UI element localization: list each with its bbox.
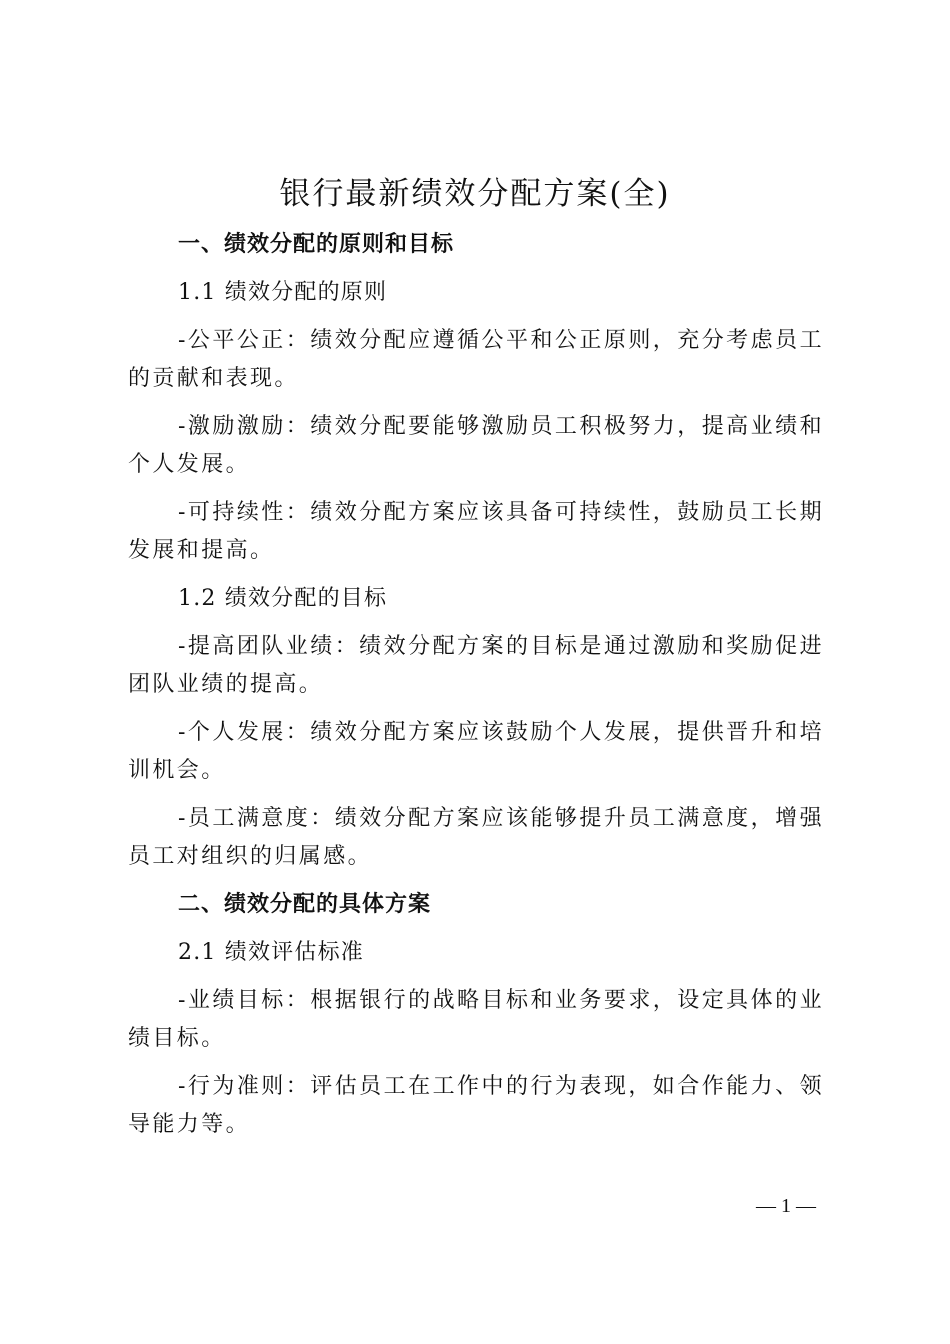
subsection-heading-2-1: 2.1 绩效评估标准: [178, 940, 364, 965]
paragraph-personal-development: -个人发展：绩效分配方案应该鼓励个人发展，提供晋升和培训机会。: [128, 720, 824, 783]
section-heading-2: 二、绩效分配的具体方案: [178, 892, 432, 917]
paragraph-code-of-conduct: -行为准则：评估员工在工作中的行为表现，如合作能力、领导能力等。: [128, 1074, 824, 1137]
paragraph-incentive: -激励激励：绩效分配要能够激励员工积极努力，提高业绩和个人发展。: [128, 414, 824, 477]
section-heading-1: 一、绩效分配的原则和目标: [178, 232, 455, 257]
subsection-heading-1-1: 1.1 绩效分配的原则: [178, 280, 388, 305]
document-title: 银行最新绩效分配方案(全): [279, 176, 671, 212]
paragraph-employee-satisfaction: -员工满意度：绩效分配方案应该能够提升员工满意度，增强员工对组织的归属感。: [128, 806, 824, 869]
subsection-heading-1-2: 1.2 绩效分配的目标: [178, 586, 388, 611]
paragraph-fairness: -公平公正：绩效分配应遵循公平和公正原则，充分考虑员工的贡献和表现。: [128, 328, 824, 391]
paragraph-performance-target: -业绩目标：根据银行的战略目标和业务要求，设定具体的业绩目标。: [128, 988, 824, 1051]
paragraph-sustainability: -可持续性：绩效分配方案应该具备可持续性，鼓励员工长期发展和提高。: [128, 500, 824, 563]
document-body: [128, 226, 824, 1154]
paragraph-team-performance: -提高团队业绩：绩效分配方案的目标是通过激励和奖励促进团队业绩的提高。: [128, 634, 824, 697]
page-number: — 1 —: [756, 1195, 816, 1217]
